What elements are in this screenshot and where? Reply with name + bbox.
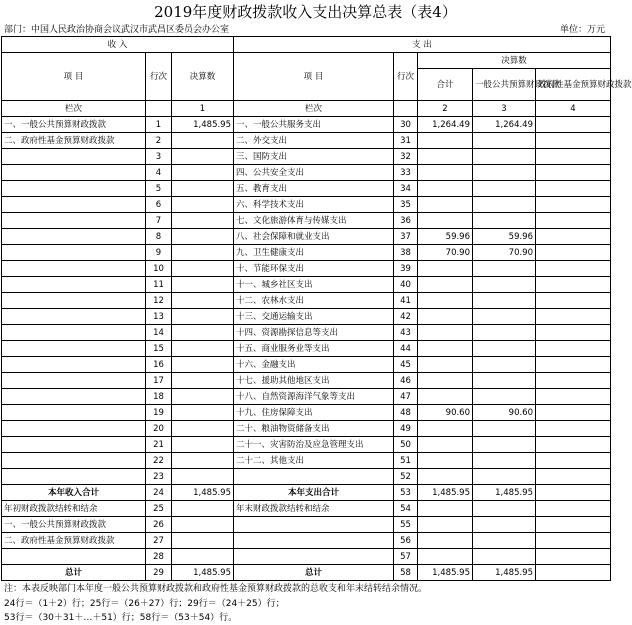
table-row xyxy=(2,517,611,533)
income-line-cell: 14 xyxy=(146,325,172,341)
income-item-cell xyxy=(2,165,146,181)
expense-general-cell: 1,485.95 xyxy=(473,485,536,501)
expense-gov-fund-cell xyxy=(536,117,611,133)
expense-line-cell: 31 xyxy=(394,133,418,149)
table-row xyxy=(2,277,611,293)
expense-total-cell xyxy=(418,357,473,373)
income-amount-cell: 1,485.95 xyxy=(172,117,234,133)
expense-general-cell: 1,485.95 xyxy=(473,565,536,581)
expense-total-cell xyxy=(418,453,473,469)
expense-gov-fund-cell xyxy=(536,133,611,149)
gov-fund-column-number: 4 xyxy=(536,101,611,117)
expense-line-cell: 57 xyxy=(394,549,418,565)
expense-item-cell: 十一、城乡社区支出 xyxy=(234,277,394,293)
income-line-cell: 3 xyxy=(146,149,172,165)
income-amount-cell xyxy=(172,133,234,149)
income-line-cell: 23 xyxy=(146,469,172,485)
expense-item-cell: 年末财政拨款结转和结余 xyxy=(234,501,394,517)
expense-item-cell: 十九、住房保障支出 xyxy=(234,405,394,421)
expense-item-cell: 十六、金融支出 xyxy=(234,357,394,373)
expense-item-cell xyxy=(234,469,394,485)
income-line-cell: 19 xyxy=(146,405,172,421)
expense-general-cell xyxy=(473,437,536,453)
table-row xyxy=(2,357,611,373)
expense-line-cell: 54 xyxy=(394,501,418,517)
expense-line-cell: 51 xyxy=(394,453,418,469)
expense-total-cell xyxy=(418,213,473,229)
income-line-cell: 22 xyxy=(146,453,172,469)
expense-total-cell xyxy=(418,277,473,293)
expense-item-cell: 十八、自然资源海洋气象等支出 xyxy=(234,389,394,405)
table-row xyxy=(2,437,611,453)
income-amount-cell xyxy=(172,181,234,197)
budget-table xyxy=(1,36,632,581)
income-amount-cell: 1,485.95 xyxy=(172,565,234,581)
expense-item-cell: 七、文化旅游体育与传媒支出 xyxy=(234,213,394,229)
expense-item-cell: 五、教育支出 xyxy=(234,181,394,197)
expense-item-cell: 二十二、其他支出 xyxy=(234,453,394,469)
income-line-cell: 28 xyxy=(146,549,172,565)
expense-total-cell: 1,264.49 xyxy=(418,117,473,133)
expense-general-cell: 70.90 xyxy=(473,245,536,261)
expense-gov-fund-cell xyxy=(536,293,611,309)
column-header-row-1 xyxy=(2,53,611,69)
income-amount-cell xyxy=(172,421,234,437)
table-row xyxy=(2,229,611,245)
expense-total-cell xyxy=(418,373,473,389)
footnote: 注：本表反映部门本年度一般公共预算财政拨款和政府性基金预算财政拨款的总收支和年末结转结余情况。 xyxy=(4,584,428,594)
income-line-cell: 7 xyxy=(146,213,172,229)
expense-item-cell: 十、节能环保支出 xyxy=(234,261,394,277)
expense-item-cell: 四、公共安全支出 xyxy=(234,165,394,181)
expense-total-cell: 59.96 xyxy=(418,229,473,245)
expense-general-cell xyxy=(473,261,536,277)
income-line-cell: 17 xyxy=(146,373,172,389)
income-line-cell: 25 xyxy=(146,501,172,517)
income-line-cell: 8 xyxy=(146,229,172,245)
expense-line-cell: 42 xyxy=(394,309,418,325)
income-item-cell xyxy=(2,421,146,437)
expense-line-cell: 49 xyxy=(394,421,418,437)
gov-fund-header: 政府性基金预算财政拨款 xyxy=(536,69,611,101)
table-row xyxy=(2,133,611,149)
expense-general-cell: 59.96 xyxy=(473,229,536,245)
income-amount-cell xyxy=(172,309,234,325)
income-line-cell: 20 xyxy=(146,421,172,437)
expense-line-cell: 37 xyxy=(394,229,418,245)
expense-general-cell: 1,264.49 xyxy=(473,117,536,133)
expense-line-cell: 36 xyxy=(394,213,418,229)
expense-line-cell: 45 xyxy=(394,357,418,373)
income-line-header: 行次 xyxy=(146,53,172,101)
expense-item-cell: 二、外交支出 xyxy=(234,133,394,149)
expense-total-cell: 70.90 xyxy=(418,245,473,261)
expense-general-cell xyxy=(473,501,536,517)
expense-item-cell: 六、科学技术支出 xyxy=(234,197,394,213)
expense-line-cell: 41 xyxy=(394,293,418,309)
expense-item-cell: 总计 xyxy=(234,565,394,581)
income-item-cell xyxy=(2,373,146,389)
expense-general-cell xyxy=(473,533,536,549)
expense-gov-fund-cell xyxy=(536,325,611,341)
income-line-cell: 1 xyxy=(146,117,172,133)
income-amount-cell xyxy=(172,437,234,453)
income-amount-cell xyxy=(172,501,234,517)
income-amount-cell xyxy=(172,469,234,485)
expense-line-cell: 38 xyxy=(394,245,418,261)
income-item-cell: 年初财政拨款结转和结余 xyxy=(2,501,146,517)
expense-total-cell xyxy=(418,133,473,149)
expense-general-cell xyxy=(473,357,536,373)
expense-gov-fund-cell xyxy=(536,341,611,357)
income-item-cell: 一、一般公共预算财政拨款 xyxy=(2,117,146,133)
income-amount-cell xyxy=(172,517,234,533)
expense-general-cell: 90.60 xyxy=(473,405,536,421)
income-line-cell: 26 xyxy=(146,517,172,533)
income-item-header: 项 目 xyxy=(2,53,146,101)
expense-item-cell: 九、卫生健康支出 xyxy=(234,245,394,261)
expense-line-cell: 52 xyxy=(394,469,418,485)
income-line-cell: 11 xyxy=(146,277,172,293)
income-line-cell: 29 xyxy=(146,565,172,581)
income-item-cell xyxy=(2,469,146,485)
income-column-label: 栏次 xyxy=(2,101,146,117)
expense-general-cell xyxy=(473,133,536,149)
income-item-cell xyxy=(2,357,146,373)
expense-total-cell xyxy=(418,389,473,405)
table-row xyxy=(2,565,611,581)
income-amount-cell xyxy=(172,405,234,421)
expense-total-cell xyxy=(418,293,473,309)
expense-item-cell: 十七、援助其他地区支出 xyxy=(234,373,394,389)
income-amount-cell xyxy=(172,453,234,469)
expense-general-cell xyxy=(473,453,536,469)
expense-item-cell: 十二、农林水支出 xyxy=(234,293,394,309)
expense-total-cell: 90.60 xyxy=(418,405,473,421)
income-amount-cell xyxy=(172,277,234,293)
income-item-cell xyxy=(2,405,146,421)
income-amount-cell xyxy=(172,149,234,165)
expense-gov-fund-cell xyxy=(536,245,611,261)
expense-gov-fund-cell xyxy=(536,549,611,565)
income-column-number: 1 xyxy=(172,101,234,117)
income-amount-cell: 1,485.95 xyxy=(172,485,234,501)
income-item-cell xyxy=(2,309,146,325)
income-item-cell xyxy=(2,229,146,245)
income-line-cell: 4 xyxy=(146,165,172,181)
expense-line-cell: 48 xyxy=(394,405,418,421)
income-amount-cell xyxy=(172,357,234,373)
expense-total-cell xyxy=(418,501,473,517)
expense-section-header: 支 出 xyxy=(234,37,611,53)
expense-gov-fund-cell xyxy=(536,533,611,549)
expense-gov-fund-cell xyxy=(536,517,611,533)
expense-general-cell xyxy=(473,469,536,485)
expense-total-cell xyxy=(418,309,473,325)
income-line-cell: 10 xyxy=(146,261,172,277)
table-row xyxy=(2,389,611,405)
expense-total-cell xyxy=(418,469,473,485)
income-amount-cell xyxy=(172,293,234,309)
table-row xyxy=(2,309,611,325)
department-label: 部门：中国人民政治协商会议武汉市武昌区委员会办公室 xyxy=(4,25,230,35)
income-line-cell: 27 xyxy=(146,533,172,549)
expense-general-cell xyxy=(473,165,536,181)
income-line-cell: 2 xyxy=(146,133,172,149)
expense-item-cell: 八、社会保障和就业支出 xyxy=(234,229,394,245)
general-budget-header: 一般公共预算财政拨款 xyxy=(473,69,536,101)
expense-general-cell xyxy=(473,549,536,565)
expense-item-cell: 三、国防支出 xyxy=(234,149,394,165)
expense-general-cell xyxy=(473,181,536,197)
table-row xyxy=(2,181,611,197)
income-line-cell: 6 xyxy=(146,197,172,213)
income-amount-cell xyxy=(172,341,234,357)
expense-general-cell xyxy=(473,517,536,533)
expense-gov-fund-cell xyxy=(536,197,611,213)
expense-general-cell xyxy=(473,325,536,341)
expense-item-cell: 一、一般公共服务支出 xyxy=(234,117,394,133)
income-item-cell xyxy=(2,213,146,229)
income-item-cell xyxy=(2,245,146,261)
expense-total-cell: 1,485.95 xyxy=(418,565,473,581)
income-amount-cell xyxy=(172,213,234,229)
unit-label: 单位：万元 xyxy=(559,25,605,35)
expense-gov-fund-cell xyxy=(536,357,611,373)
expense-line-cell: 44 xyxy=(394,341,418,357)
expense-item-cell: 本年支出合计 xyxy=(234,485,394,501)
expense-general-cell xyxy=(473,149,536,165)
table-row xyxy=(2,469,611,485)
income-item-cell: 二、政府性基金预算财政拨款 xyxy=(2,533,146,549)
income-line-cell: 9 xyxy=(146,245,172,261)
expense-gov-fund-cell xyxy=(536,149,611,165)
expense-line-cell: 32 xyxy=(394,149,418,165)
income-item-cell: 本年收入合计 xyxy=(2,485,146,501)
table-row xyxy=(2,533,611,549)
section-header-row xyxy=(2,37,611,53)
expense-total-cell xyxy=(418,261,473,277)
total-header: 合计 xyxy=(418,69,473,101)
expense-line-cell: 30 xyxy=(394,117,418,133)
table-row xyxy=(2,453,611,469)
expense-gov-fund-cell xyxy=(536,389,611,405)
income-line-number xyxy=(146,101,172,117)
expense-line-cell: 40 xyxy=(394,277,418,293)
income-item-cell: 总计 xyxy=(2,565,146,581)
income-item-cell: 二、政府性基金预算财政拨款 xyxy=(2,133,146,149)
expense-line-cell: 56 xyxy=(394,533,418,549)
expense-line-cell: 58 xyxy=(394,565,418,581)
expense-gov-fund-cell xyxy=(536,421,611,437)
income-amount-cell xyxy=(172,165,234,181)
expense-gov-fund-cell xyxy=(536,453,611,469)
expense-general-cell xyxy=(473,341,536,357)
expense-item-cell: 十五、商业服务业等支出 xyxy=(234,341,394,357)
income-line-cell: 16 xyxy=(146,357,172,373)
table-row xyxy=(2,325,611,341)
expense-gov-fund-cell xyxy=(536,181,611,197)
expense-item-cell xyxy=(234,533,394,549)
expense-total-cell xyxy=(418,325,473,341)
income-item-cell xyxy=(2,437,146,453)
income-item-cell xyxy=(2,549,146,565)
expense-general-cell xyxy=(473,421,536,437)
expense-line-cell: 46 xyxy=(394,373,418,389)
table-row xyxy=(2,117,611,133)
income-item-cell xyxy=(2,293,146,309)
table-row xyxy=(2,485,611,501)
expense-total-cell xyxy=(418,533,473,549)
expense-total-cell xyxy=(418,181,473,197)
table-row xyxy=(2,197,611,213)
expense-line-cell: 53 xyxy=(394,485,418,501)
income-line-cell: 12 xyxy=(146,293,172,309)
table-row xyxy=(2,373,611,389)
income-item-cell xyxy=(2,453,146,469)
expense-column-label: 栏次 xyxy=(234,101,394,117)
expense-item-cell: 十三、交通运输支出 xyxy=(234,309,394,325)
expense-item-cell: 十四、资源勘探信息等支出 xyxy=(234,325,394,341)
report-title: 2019年度财政拨款收入支出决算总表（表4） xyxy=(154,3,457,21)
formula-note-1: 24行＝（1＋2）行；25行＝（26＋27）行；29行＝（24＋25）行； xyxy=(4,599,285,609)
expense-gov-fund-cell xyxy=(536,277,611,293)
expense-gov-fund-cell xyxy=(536,565,611,581)
table-row xyxy=(2,421,611,437)
general-column-number: 3 xyxy=(473,101,536,117)
table-row xyxy=(2,293,611,309)
income-item-cell xyxy=(2,325,146,341)
table-row xyxy=(2,549,611,565)
income-item-cell xyxy=(2,341,146,357)
expense-line-header: 行次 xyxy=(394,53,418,101)
expense-item-cell xyxy=(234,549,394,565)
income-amount-cell xyxy=(172,373,234,389)
income-item-cell xyxy=(2,261,146,277)
income-amount-cell xyxy=(172,549,234,565)
formula-note-2: 53行＝（30＋31＋…＋51）行；58行＝（53＋54）行。 xyxy=(4,613,238,623)
expense-general-cell xyxy=(473,389,536,405)
expense-item-cell xyxy=(234,517,394,533)
expense-gov-fund-cell xyxy=(536,261,611,277)
income-line-cell: 18 xyxy=(146,389,172,405)
income-amount-cell xyxy=(172,533,234,549)
expense-total-cell: 1,485.95 xyxy=(418,485,473,501)
income-amount-cell xyxy=(172,245,234,261)
income-line-cell: 5 xyxy=(146,181,172,197)
expense-gov-fund-cell xyxy=(536,213,611,229)
income-amount-cell xyxy=(172,261,234,277)
expense-line-cell: 47 xyxy=(394,389,418,405)
expense-line-cell: 55 xyxy=(394,517,418,533)
expense-gov-fund-cell xyxy=(536,437,611,453)
expense-gov-fund-cell xyxy=(536,405,611,421)
expense-gov-fund-cell xyxy=(536,373,611,389)
income-amount-cell xyxy=(172,197,234,213)
expense-final-header: 决算数 xyxy=(418,53,611,69)
income-line-cell: 21 xyxy=(146,437,172,453)
table-row xyxy=(2,149,611,165)
expense-line-cell: 34 xyxy=(394,181,418,197)
expense-general-cell xyxy=(473,197,536,213)
table-row xyxy=(2,405,611,421)
expense-line-cell: 50 xyxy=(394,437,418,453)
expense-general-cell xyxy=(473,293,536,309)
income-amount-cell xyxy=(172,389,234,405)
total-column-number: 2 xyxy=(418,101,473,117)
table-row xyxy=(2,341,611,357)
expense-item-cell: 二十一、灾害防治及应急管理支出 xyxy=(234,437,394,453)
expense-line-cell: 35 xyxy=(394,197,418,213)
expense-total-cell xyxy=(418,517,473,533)
expense-general-cell xyxy=(473,213,536,229)
expense-general-cell xyxy=(473,373,536,389)
expense-gov-fund-cell xyxy=(536,229,611,245)
expense-line-number xyxy=(394,101,418,117)
income-item-cell: 一、一般公共预算财政拨款 xyxy=(2,517,146,533)
expense-total-cell xyxy=(418,197,473,213)
expense-line-cell: 39 xyxy=(394,261,418,277)
income-amount-cell xyxy=(172,229,234,245)
table-row xyxy=(2,165,611,181)
expense-gov-fund-cell xyxy=(536,485,611,501)
expense-total-cell xyxy=(418,149,473,165)
income-item-cell xyxy=(2,197,146,213)
expense-general-cell xyxy=(473,309,536,325)
table-row xyxy=(2,501,611,517)
expense-item-cell: 二十、粮油物资储备支出 xyxy=(234,421,394,437)
expense-total-cell xyxy=(418,549,473,565)
income-line-cell: 13 xyxy=(146,309,172,325)
expense-item-header: 项 目 xyxy=(234,53,394,101)
income-item-cell xyxy=(2,277,146,293)
income-section-header: 收 入 xyxy=(2,37,234,53)
expense-line-cell: 43 xyxy=(394,325,418,341)
income-item-cell xyxy=(2,389,146,405)
income-final-header: 决算数 xyxy=(172,53,234,101)
table-row xyxy=(2,213,611,229)
expense-gov-fund-cell xyxy=(536,165,611,181)
expense-total-cell xyxy=(418,421,473,437)
table-row xyxy=(2,261,611,277)
income-item-cell xyxy=(2,149,146,165)
income-amount-cell xyxy=(172,325,234,341)
expense-gov-fund-cell xyxy=(536,469,611,485)
income-line-cell: 15 xyxy=(146,341,172,357)
table-row xyxy=(2,245,611,261)
expense-total-cell xyxy=(418,165,473,181)
income-item-cell xyxy=(2,181,146,197)
expense-line-cell: 33 xyxy=(394,165,418,181)
expense-general-cell xyxy=(473,277,536,293)
expense-total-cell xyxy=(418,437,473,453)
income-line-cell: 24 xyxy=(146,485,172,501)
expense-gov-fund-cell xyxy=(536,309,611,325)
expense-gov-fund-cell xyxy=(536,501,611,517)
column-number-row xyxy=(2,101,611,117)
expense-total-cell xyxy=(418,341,473,357)
